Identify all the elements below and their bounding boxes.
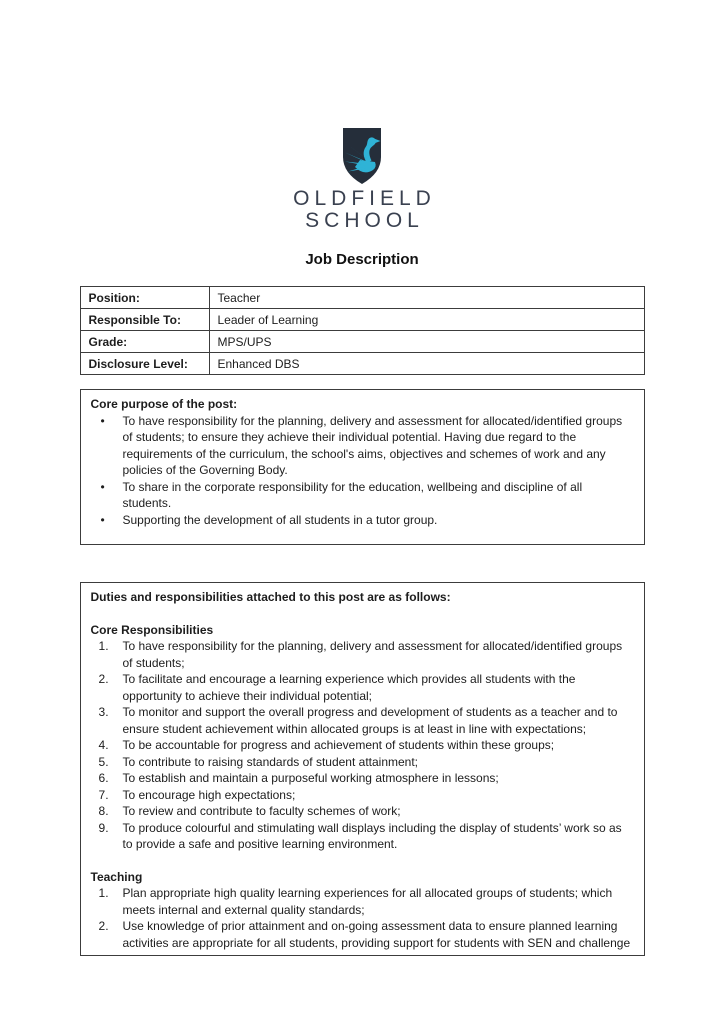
row-value: Leader of Learning <box>209 309 644 331</box>
core-purpose-box <box>80 389 645 545</box>
row-label: Position: <box>80 287 209 309</box>
list-item: To contribute to raising standards of student attainment; <box>122 754 419 769</box>
core-responsibilities-list <box>91 638 634 853</box>
page-title: Job Description <box>305 251 419 268</box>
duties-box <box>80 582 645 956</box>
duties-heading: Duties and responsibilities attached to this post are as follows: <box>90 590 451 604</box>
core-purpose-heading: Core purpose of the post: <box>90 397 238 411</box>
position-info-table <box>80 286 645 375</box>
list-item: To be accountable for progress and achievement of students within these groups; <box>122 738 555 752</box>
shield-shape <box>343 128 381 184</box>
table-row <box>80 309 644 331</box>
list-item: Plan appropriate high quality learning experiences for all allocated groups of students; which meets internal and external quality standards; <box>122 886 613 917</box>
row-label: Responsible To: <box>80 309 209 331</box>
list-item: To review and contribute to faculty schemes of work; <box>122 804 401 818</box>
row-value: MPS/UPS <box>209 331 644 353</box>
list-item: • To share in the corporate responsibility for the education, wellbeing and discipline of all students. <box>91 479 634 512</box>
list-item: To monitor and support the overall progress and development of students as a teacher and to ensure student achievement within allocated groups is at least in line with expectations; <box>122 705 618 736</box>
teaching-heading: Teaching <box>90 869 143 884</box>
list-item: To produce colourful and stimulating wall displays including the display of students’ work so as to provide a safe and positive learning environment. <box>122 820 622 851</box>
list-item: To encourage high expectations; <box>122 787 296 802</box>
list-item: To establish and maintain a purposeful working atmosphere in lessons; <box>122 771 499 785</box>
table-row <box>80 353 644 375</box>
school-logo <box>0 0 724 232</box>
teaching-list <box>91 885 634 951</box>
list-item: Use knowledge of prior attainment and on-going assessment data to ensure planned learning activities are appropriate for all students, providing support for students with SEN and challenge <box>122 919 631 950</box>
school-name-line1: OLDFIELD <box>293 187 436 210</box>
table-row <box>80 331 644 353</box>
row-label: Grade: <box>80 331 209 353</box>
list-item: To have responsibility for the planning, delivery and assessment for allocated/identified groups of students; <box>122 639 623 670</box>
school-name-line2: SCHOOL <box>305 209 424 232</box>
list-item: To facilitate and encourage a learning experience which provides all students with the opportunity to achieve their individual potential; <box>122 672 576 703</box>
row-value: Enhanced DBS <box>209 353 644 375</box>
core-responsibilities-heading: Core Responsibilities <box>90 622 214 637</box>
row-value: Teacher <box>209 287 644 309</box>
table-row <box>80 287 644 309</box>
list-item: • Supporting the development of all students in a tutor group. <box>91 512 634 529</box>
list-item: • To have responsibility for the planning, delivery and assessment for allocated/identified groups of students; to ensure they achieve their individual potential. Having due regard to the requirements of the curriculum, the school's aims, objectives and schemes of work and any policies of the Governing Body. <box>91 413 634 479</box>
swan-shield-icon <box>342 127 382 185</box>
school-wordmark <box>0 188 724 232</box>
row-label: Disclosure Level: <box>80 353 209 375</box>
core-purpose-list <box>91 413 634 529</box>
